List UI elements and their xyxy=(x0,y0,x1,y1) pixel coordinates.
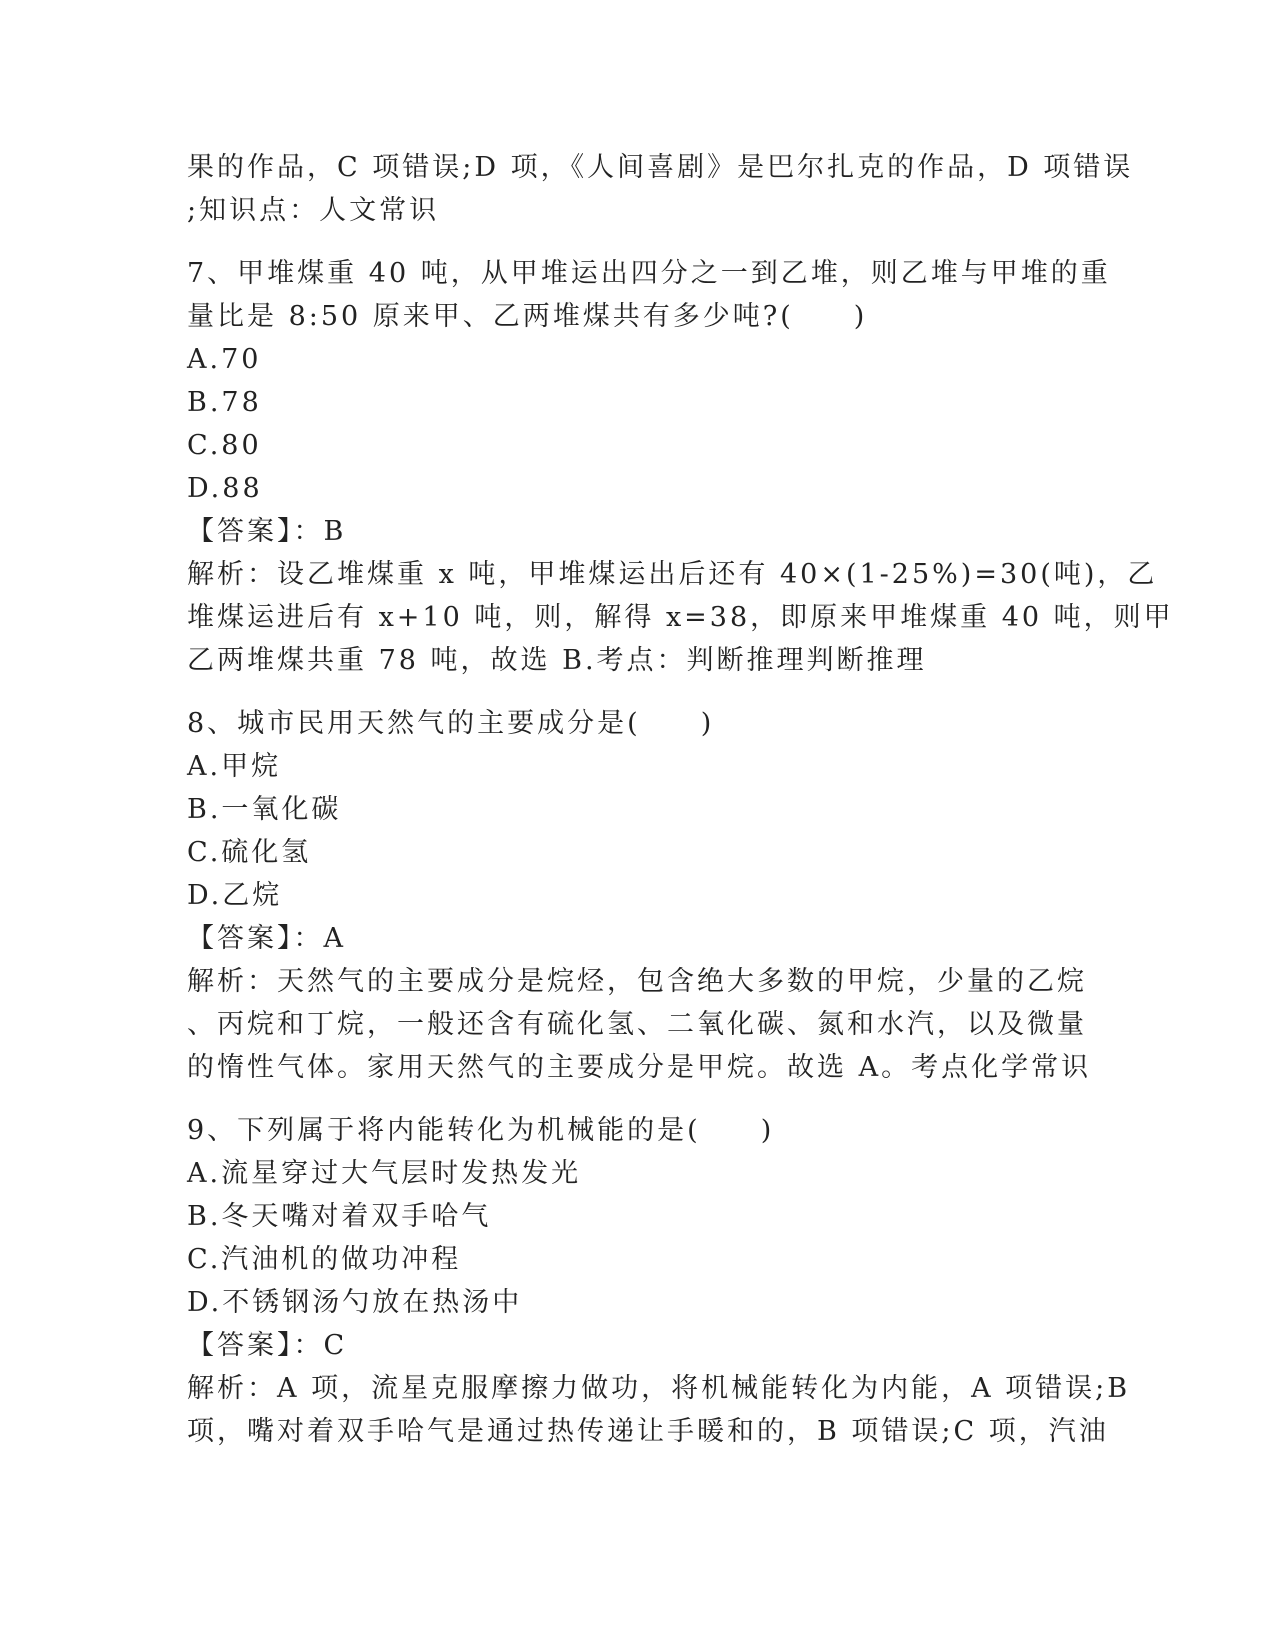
option-c: C.硫化氢 xyxy=(187,837,312,868)
explanation-line: 项，嘴对着双手哈气是通过热传递让手暖和的，B 项错误;C 项，汽油 xyxy=(187,1416,1109,1447)
question-stem: 8、城市民用天然气的主要成分是( ) xyxy=(187,708,715,739)
question-stem: 7、甲堆煤重 40 吨，从甲堆运出四分之一到乙堆，则乙堆与甲堆的重 xyxy=(187,258,1111,289)
option-b: B.一氧化碳 xyxy=(187,794,342,825)
option-c: C.80 xyxy=(187,430,262,461)
option-a: A.流星穿过大气层时发热发光 xyxy=(187,1158,582,1189)
question-9 xyxy=(187,1109,1131,1453)
option-a: A.70 xyxy=(187,344,262,375)
option-d: D.88 xyxy=(187,473,263,504)
explanation-line: 果的作品，C 项错误;D 项，《人间喜剧》是巴尔扎克的作品，D 项错误 xyxy=(187,152,1134,183)
prev-question-explanation xyxy=(187,146,1134,232)
option-c: C.汽油机的做功冲程 xyxy=(187,1244,462,1275)
question-stem: 9、下列属于将内能转化为机械能的是( ) xyxy=(187,1115,775,1146)
explanation-line: 解析：设乙堆煤重 x 吨，甲堆煤运出后还有 40×(1-25%)=30(吨)，乙 xyxy=(187,559,1158,590)
answer: 【答案】：B xyxy=(187,516,347,547)
explanation-line: 解析：A 项，流星克服摩擦力做功，将机械能转化为内能，A 项错误;B xyxy=(187,1373,1131,1404)
explanation-line: 的惰性气体。家用天然气的主要成分是甲烷。故选 A。考点化学常识 xyxy=(187,1052,1092,1083)
question-8 xyxy=(187,702,1092,1089)
option-b: B.冬天嘴对着双手哈气 xyxy=(187,1201,492,1232)
explanation-line: 堆煤运进后有 x+10 吨，则，解得 x=38，即原来甲堆煤重 40 吨，则甲 xyxy=(187,602,1174,633)
answer: 【答案】：A xyxy=(187,923,346,954)
explanation-line: 解析：天然气的主要成分是烷烃，包含绝大多数的甲烷，少量的乙烷 xyxy=(187,966,1087,997)
document-page xyxy=(187,146,1174,1453)
option-d: D.乙烷 xyxy=(187,880,283,911)
explanation-line: 、丙烷和丁烷，一般还含有硫化氢、二氧化碳、氮和水汽，以及微量 xyxy=(187,1009,1087,1040)
question-7 xyxy=(187,252,1174,682)
answer: 【答案】：C xyxy=(187,1330,348,1361)
explanation-line: 乙两堆煤共重 78 吨，故选 B.考点：判断推理判断推理 xyxy=(187,645,927,676)
question-stem: 量比是 8:50 原来甲、乙两堆煤共有多少吨?( ) xyxy=(187,301,868,332)
option-b: B.78 xyxy=(187,387,262,418)
option-a: A.甲烷 xyxy=(187,751,282,782)
explanation-line: ;知识点：人文常识 xyxy=(187,195,440,226)
option-d: D.不锈钢汤勺放在热汤中 xyxy=(187,1287,523,1318)
